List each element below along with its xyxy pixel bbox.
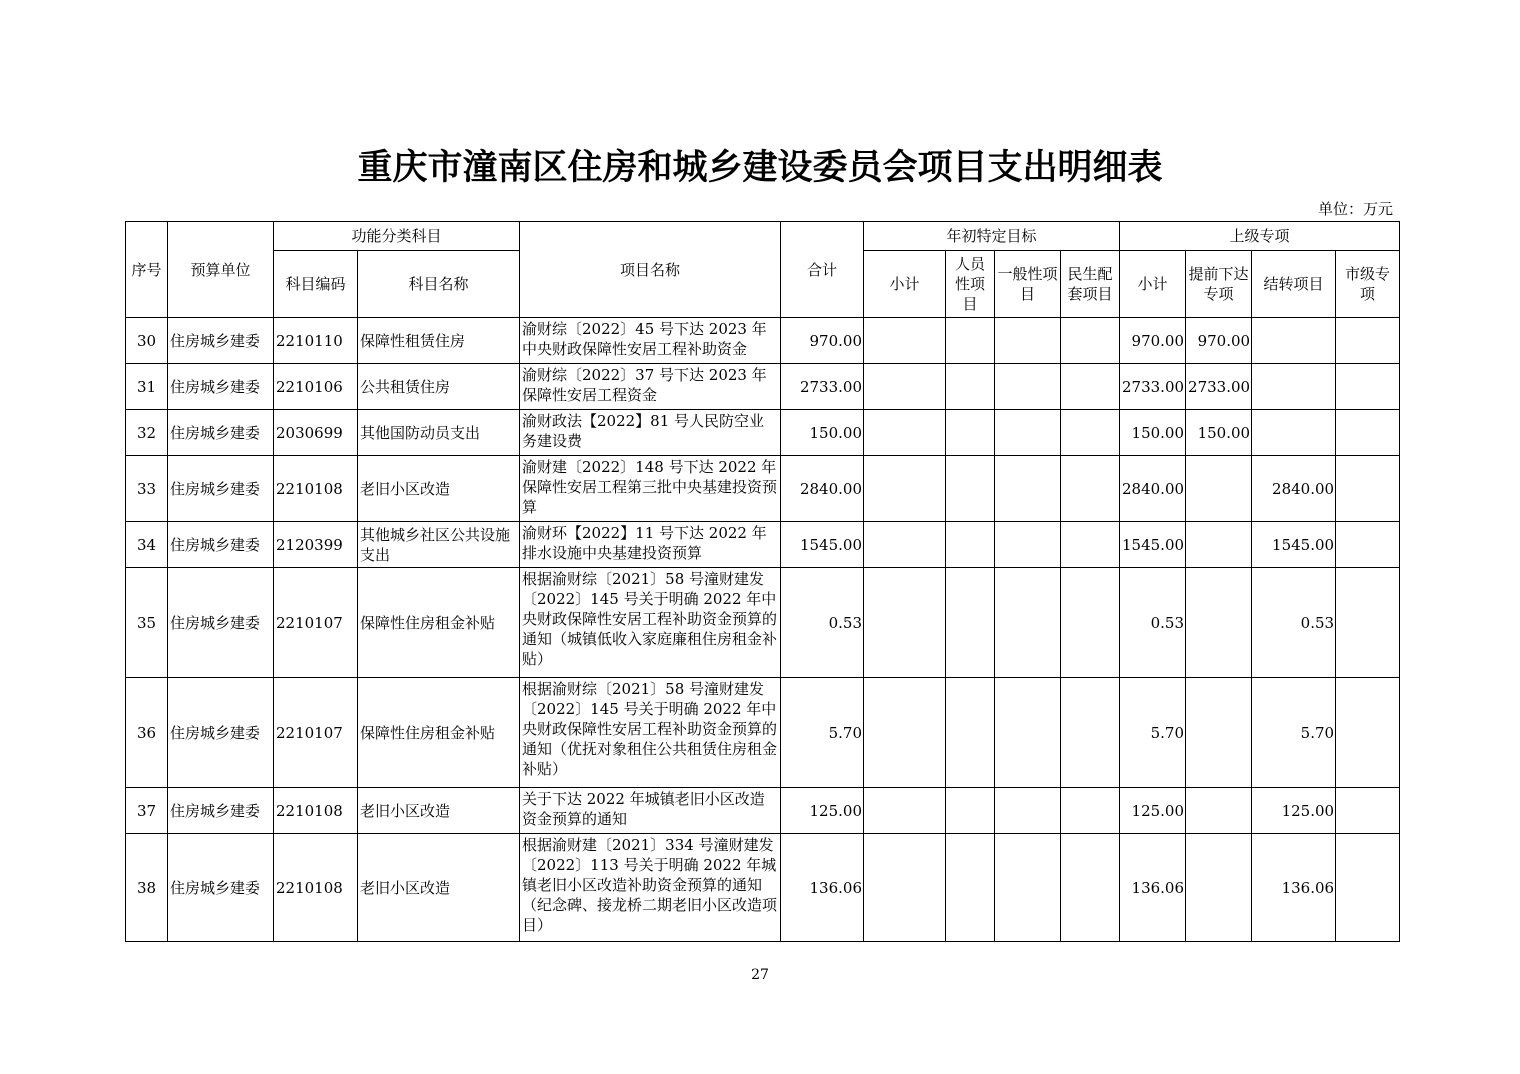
- header-annual-target: 年初特定目标: [864, 222, 1120, 251]
- row-subject-name: 老旧小区改造: [358, 456, 520, 522]
- row-target-subtotal: [864, 522, 946, 568]
- header-subject-code: 科目编码: [274, 251, 358, 318]
- row-seq: 36: [126, 678, 168, 788]
- row-budget-unit: 住房城乡建委: [168, 318, 274, 364]
- row-upper-carryover: 136.06: [1252, 834, 1336, 942]
- header-target-livelihood: 民生配套项目: [1061, 251, 1120, 318]
- row-total: 1545.00: [781, 522, 864, 568]
- row-project-name: 根据渝财综〔2021〕58 号潼财建发〔2022〕145 号关于明确 2022 年中央财政保障性安居工程补助资金预算的通知（城镇低收入家庭廉租住房租金补贴）: [520, 568, 781, 678]
- row-target-general: [995, 364, 1061, 410]
- row-seq: 30: [126, 318, 168, 364]
- row-subject-code: 2030699: [274, 410, 358, 456]
- row-subject-name: 其他城乡社区公共设施支出: [358, 522, 520, 568]
- row-upper-city: [1336, 568, 1400, 678]
- header-upper-advance: 提前下达专项: [1186, 251, 1252, 318]
- row-target-livelihood: [1061, 834, 1120, 942]
- header-budget-unit: 预算单位: [168, 222, 274, 318]
- header-function-classification: 功能分类科目: [274, 222, 520, 251]
- row-target-livelihood: [1061, 678, 1120, 788]
- row-upper-carryover: 1545.00: [1252, 522, 1336, 568]
- row-target-general: [995, 318, 1061, 364]
- page-title: 重庆市潼南区住房和城乡建设委员会项目支出明细表: [357, 148, 1163, 188]
- row-budget-unit: 住房城乡建委: [168, 522, 274, 568]
- row-target-general: [995, 410, 1061, 456]
- row-target-subtotal: [864, 364, 946, 410]
- project-expenditure-table: [125, 221, 1400, 942]
- row-seq: 32: [126, 410, 168, 456]
- table-row: [126, 678, 1400, 788]
- row-subject-code: 2210110: [274, 318, 358, 364]
- row-upper-city: [1336, 318, 1400, 364]
- row-target-subtotal: [864, 456, 946, 522]
- row-target-general: [995, 522, 1061, 568]
- row-upper-city: [1336, 410, 1400, 456]
- row-upper-carryover: 2840.00: [1252, 456, 1336, 522]
- row-subject-code: 2210108: [274, 834, 358, 942]
- row-subject-name: 公共租赁住房: [358, 364, 520, 410]
- row-subject-name: 老旧小区改造: [358, 834, 520, 942]
- row-subject-name: 老旧小区改造: [358, 788, 520, 834]
- row-target-personnel: [946, 364, 995, 410]
- row-seq: 31: [126, 364, 168, 410]
- row-upper-advance: [1186, 522, 1252, 568]
- table-row: [126, 834, 1400, 942]
- header-upper-special: 上级专项: [1120, 222, 1400, 251]
- row-total: 970.00: [781, 318, 864, 364]
- table-row: [126, 788, 1400, 834]
- row-seq: 34: [126, 522, 168, 568]
- table-row: [126, 410, 1400, 456]
- row-budget-unit: 住房城乡建委: [168, 364, 274, 410]
- row-upper-subtotal: 970.00: [1120, 318, 1186, 364]
- row-upper-carryover: [1252, 410, 1336, 456]
- row-total: 5.70: [781, 678, 864, 788]
- row-target-subtotal: [864, 318, 946, 364]
- unit-label: 单位：万元: [1317, 200, 1393, 218]
- row-seq: 38: [126, 834, 168, 942]
- row-target-personnel: [946, 834, 995, 942]
- row-target-livelihood: [1061, 568, 1120, 678]
- row-subject-name: 保障性住房租金补贴: [358, 678, 520, 788]
- row-upper-city: [1336, 456, 1400, 522]
- row-upper-carryover: 0.53: [1252, 568, 1336, 678]
- row-upper-subtotal: 5.70: [1120, 678, 1186, 788]
- row-upper-advance: [1186, 456, 1252, 522]
- row-project-name: 根据渝财建〔2021〕334 号潼财建发〔2022〕113 号关于明确 2022 年城镇老旧小区改造补助资金预算的通知（纪念碑、接龙桥二期老旧小区改造项目）: [520, 834, 781, 942]
- row-target-livelihood: [1061, 522, 1120, 568]
- table-row: [126, 364, 1400, 410]
- row-target-subtotal: [864, 678, 946, 788]
- row-target-subtotal: [864, 568, 946, 678]
- row-upper-advance: [1186, 678, 1252, 788]
- row-total: 136.06: [781, 834, 864, 942]
- header-seq: 序号: [126, 222, 168, 318]
- header-subject-name: 科目名称: [358, 251, 520, 318]
- row-target-livelihood: [1061, 456, 1120, 522]
- row-target-livelihood: [1061, 788, 1120, 834]
- row-target-general: [995, 678, 1061, 788]
- row-seq: 35: [126, 568, 168, 678]
- header-project-name: 项目名称: [520, 222, 781, 318]
- row-total: 2733.00: [781, 364, 864, 410]
- row-budget-unit: 住房城乡建委: [168, 410, 274, 456]
- row-budget-unit: 住房城乡建委: [168, 456, 274, 522]
- header-target-personnel: 人员性项目: [946, 251, 995, 318]
- header-total: 合计: [781, 222, 864, 318]
- header-upper-carryover: 结转项目: [1252, 251, 1336, 318]
- row-target-livelihood: [1061, 364, 1120, 410]
- row-target-subtotal: [864, 834, 946, 942]
- row-seq: 37: [126, 788, 168, 834]
- row-subject-name: 保障性住房租金补贴: [358, 568, 520, 678]
- row-target-general: [995, 456, 1061, 522]
- row-subject-code: 2120399: [274, 522, 358, 568]
- row-target-subtotal: [864, 788, 946, 834]
- header-upper-city: 市级专项: [1336, 251, 1400, 318]
- row-upper-carryover: [1252, 318, 1336, 364]
- row-target-personnel: [946, 456, 995, 522]
- row-upper-subtotal: 2733.00: [1120, 364, 1186, 410]
- row-upper-carryover: 5.70: [1252, 678, 1336, 788]
- row-upper-city: [1336, 834, 1400, 942]
- row-target-general: [995, 568, 1061, 678]
- row-upper-city: [1336, 678, 1400, 788]
- row-upper-carryover: 125.00: [1252, 788, 1336, 834]
- row-target-personnel: [946, 568, 995, 678]
- row-project-name: 渝财综〔2022〕37 号下达 2023 年保障性安居工程资金: [520, 364, 781, 410]
- row-upper-city: [1336, 522, 1400, 568]
- row-project-name: 根据渝财综〔2021〕58 号潼财建发〔2022〕145 号关于明确 2022 年中央财政保障性安居工程补助资金预算的通知（优抚对象租住公共租赁住房租金补贴）: [520, 678, 781, 788]
- row-project-name: 渝财环【2022】11 号下达 2022 年排水设施中央基建投资预算: [520, 522, 781, 568]
- row-upper-subtotal: 1545.00: [1120, 522, 1186, 568]
- row-seq: 33: [126, 456, 168, 522]
- row-target-personnel: [946, 318, 995, 364]
- page-number: 27: [751, 967, 769, 983]
- row-subject-code: 2210108: [274, 788, 358, 834]
- row-target-personnel: [946, 410, 995, 456]
- row-budget-unit: 住房城乡建委: [168, 678, 274, 788]
- row-project-name: 渝财建〔2022〕148 号下达 2022 年保障性安居工程第三批中央基建投资预算: [520, 456, 781, 522]
- row-total: 125.00: [781, 788, 864, 834]
- row-total: 2840.00: [781, 456, 864, 522]
- row-upper-advance: 150.00: [1186, 410, 1252, 456]
- row-upper-city: [1336, 364, 1400, 410]
- row-upper-subtotal: 125.00: [1120, 788, 1186, 834]
- row-project-name: 渝财综〔2022〕45 号下达 2023 年中央财政保障性安居工程补助资金: [520, 318, 781, 364]
- row-target-personnel: [946, 522, 995, 568]
- row-target-personnel: [946, 788, 995, 834]
- row-budget-unit: 住房城乡建委: [168, 568, 274, 678]
- row-upper-advance: [1186, 788, 1252, 834]
- row-subject-name: 其他国防动员支出: [358, 410, 520, 456]
- row-upper-advance: [1186, 568, 1252, 678]
- row-subject-code: 2210107: [274, 678, 358, 788]
- row-upper-advance: 970.00: [1186, 318, 1252, 364]
- row-upper-advance: [1186, 834, 1252, 942]
- row-upper-subtotal: 136.06: [1120, 834, 1186, 942]
- table-row: [126, 456, 1400, 522]
- row-target-livelihood: [1061, 410, 1120, 456]
- header-target-subtotal: 小计: [864, 251, 946, 318]
- row-target-general: [995, 788, 1061, 834]
- row-upper-city: [1336, 788, 1400, 834]
- row-total: 150.00: [781, 410, 864, 456]
- row-upper-carryover: [1252, 364, 1336, 410]
- header-upper-subtotal: 小计: [1120, 251, 1186, 318]
- row-budget-unit: 住房城乡建委: [168, 834, 274, 942]
- row-subject-code: 2210108: [274, 456, 358, 522]
- header-target-general: 一般性项目: [995, 251, 1061, 318]
- table-row: [126, 318, 1400, 364]
- row-project-name: 渝财政法【2022】81 号人民防空业务建设费: [520, 410, 781, 456]
- table-row: [126, 568, 1400, 678]
- row-project-name: 关于下达 2022 年城镇老旧小区改造资金预算的通知: [520, 788, 781, 834]
- row-target-general: [995, 834, 1061, 942]
- row-upper-subtotal: 2840.00: [1120, 456, 1186, 522]
- table-row: [126, 522, 1400, 568]
- row-subject-code: 2210107: [274, 568, 358, 678]
- row-total: 0.53: [781, 568, 864, 678]
- row-target-personnel: [946, 678, 995, 788]
- row-upper-subtotal: 150.00: [1120, 410, 1186, 456]
- row-upper-subtotal: 0.53: [1120, 568, 1186, 678]
- row-budget-unit: 住房城乡建委: [168, 788, 274, 834]
- row-target-subtotal: [864, 410, 946, 456]
- row-subject-code: 2210106: [274, 364, 358, 410]
- row-target-livelihood: [1061, 318, 1120, 364]
- row-subject-name: 保障性租赁住房: [358, 318, 520, 364]
- row-upper-advance: 2733.00: [1186, 364, 1252, 410]
